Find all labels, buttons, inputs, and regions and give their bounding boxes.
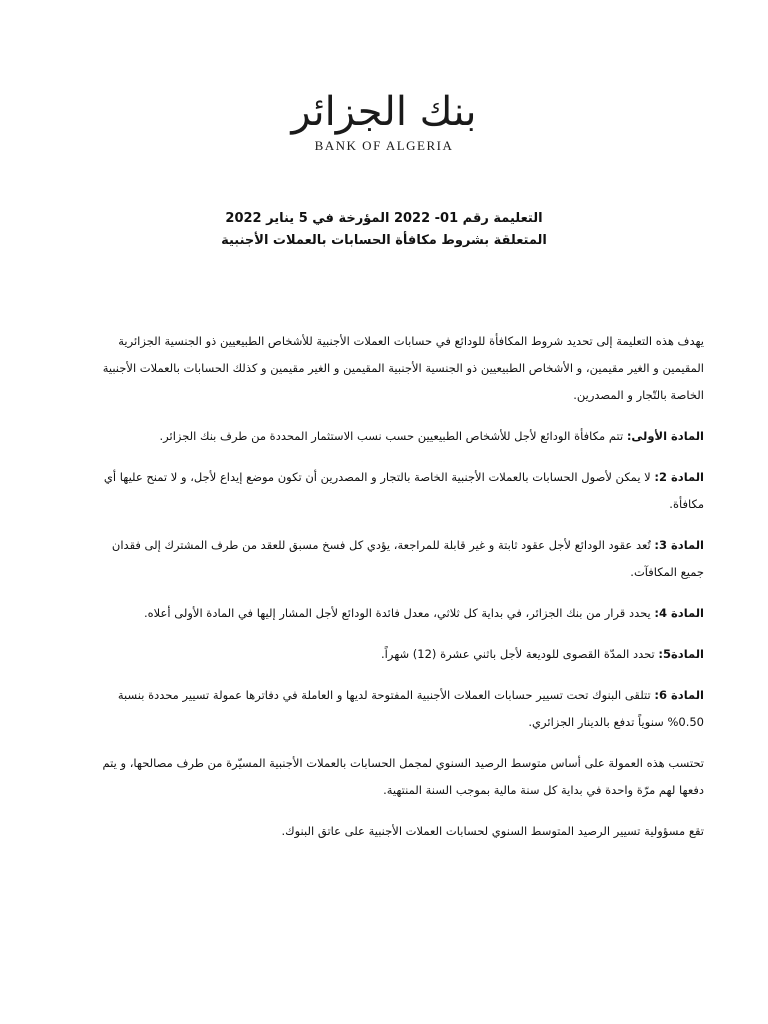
paragraph-text: تتم مكافأة الودائع لأجل للأشخاص الطبيعيين حسب نسب الاستثمار المحددة من طرف بنك الجزائر. [159, 429, 627, 443]
paragraph-article-1 [98, 423, 704, 450]
paragraph-text: تقع مسؤولية تسيير الرصيد المتوسط السنوي لحسابات العملات الأجنبية على عاتق البنوك. [281, 824, 704, 838]
logo-arabic-text: بنك الجزائر [291, 89, 477, 135]
paragraph-intro [98, 328, 704, 409]
paragraph-responsibility [98, 818, 704, 845]
paragraph-label: المادة الأولى: [626, 429, 704, 443]
paragraph-text: تحتسب هذه العمولة على أساس متوسط الرصيد السنوي لمجمل الحسابات بالعملات الأجنبية المسيّرة من طرف مصالحها، و يتم دفعها لهم مرّة واحدة في بداية كل سنة مالية بموجب السنة المنتهية. [102, 756, 704, 797]
paragraph-article-5 [98, 641, 704, 668]
document-body [98, 328, 704, 859]
document-title [100, 208, 668, 252]
paragraph-text: تتلقى البنوك تحت تسيير حسابات العملات الأجنبية المفتوحة لديها و العاملة في دفاترها عمولة تسيير محددة بنسبة 0.50% سنوياً تدفع بالدينار الجزائري. [117, 688, 704, 729]
paragraph-text: يهدف هذه التعليمة إلى تحديد شروط المكافأة للودائع في حسابات العملات الأجنبية للأشخاص الطبيعيين ذو الجنسية الجزائرية المقيمين و الغير مقيمين، و الأشخاص الطبيعيين ذو الجنسية الأجنبية المقيمين و الغير مقيمين و كذلك الحسابات بالعملات الأجنبية الخاصة بالتّجار و المصدرين. [102, 334, 704, 402]
paragraph-label: المادة 6: [654, 688, 704, 702]
title-line-2: المتعلقة بشروط مكافأة الحسابات بالعملات الأجنبية [221, 233, 547, 248]
paragraph-article-6 [98, 682, 704, 736]
paragraph-commission [98, 750, 704, 804]
paragraph-article-4 [98, 600, 704, 627]
paragraph-text: تُعد عقود الودائع لأجل عقود ثابتة و غير قابلة للمراجعة، يؤدي كل فسخ مسبق للعقد من طرف المشترك إلى فقدان جميع المكافآت. [111, 538, 704, 579]
paragraph-label: المادة 3: [654, 538, 704, 552]
paragraph-text: لا يمكن لأصول الحسابات بالعملات الأجنبية الخاصة بالتجار و المصدرين أن تكون موضع إيداع لأجل، و لا تمنح عليها أي مكافأة. [103, 470, 704, 511]
logo-latin-text: BANK OF ALGERIA [314, 138, 454, 153]
paragraph-article-3 [98, 532, 704, 586]
paragraph-text: تحدد المدّة القصوى للوديعة لأجل باثني عشرة (12) شهراً. [381, 647, 659, 661]
paragraph-text: يحدد قرار من بنك الجزائر، في بداية كل ثلاثي، معدل فائدة الودائع لأجل المشار إليها في المادة الأولى أعلاه. [144, 606, 655, 620]
paragraph-label: المادة 4: [654, 606, 704, 620]
paragraph-article-2 [98, 464, 704, 518]
paragraph-label: المادة5: [658, 647, 704, 661]
bank-logo [284, 90, 484, 154]
paragraph-label: المادة 2: [654, 470, 704, 484]
title-line-1: التعليمة رقم 01- 2022 المؤرخة في 5 يناير 2022 [225, 211, 543, 226]
